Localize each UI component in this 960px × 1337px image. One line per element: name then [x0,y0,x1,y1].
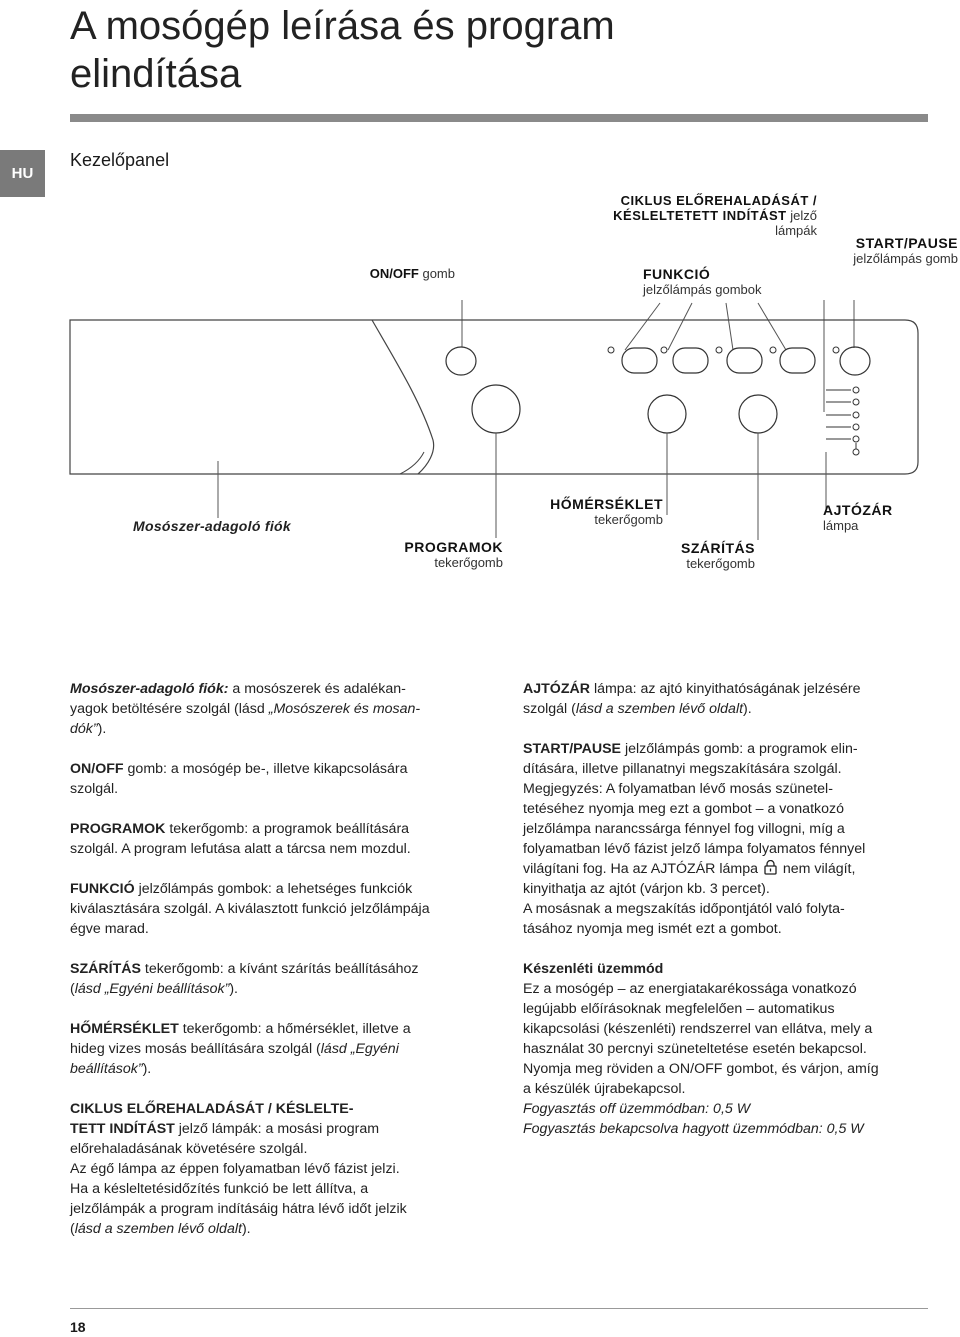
section-title: Kezelőpanel [70,150,170,170]
title-line-2: elindítása [70,52,242,96]
label-homerseklet: HŐMÉRSÉKLET tekerőgomb [550,496,663,527]
label-dispenser: Mosószer-adagoló fiók [133,518,291,534]
label-ajtozar: AJTÓZÁR lámpa [823,502,893,533]
label-onoff: ON/OFF gomb [369,266,455,281]
language-tab: HU [0,150,45,197]
para-szaritas: SZÁRÍTÁS tekerőgomb: a kívánt szárítás beállításához (lásd „Egyéni beállítások”). [70,961,419,997]
lock-icon [764,860,777,875]
para-programok: PROGRAMOK tekerőgomb: a programok beállítására szolgál. A program lefutása alatt a tárcsa nem mozdul. [70,821,411,857]
title-line-1: A mosógép leírása és program [70,4,615,48]
label-start-pause: START/PAUSE jelzőlámpás gomb [853,235,958,266]
page-title [70,2,930,98]
para-funkcio: FUNKCIÓ jelzőlámpás gombok: a lehetséges funkciók kiválasztására szolgál. A kiválasztott funkció jelzőlámpája égve marad. [70,881,430,937]
label-cycle: CIKLUS ELŐREHALADÁSÁT / KÉSLELTETETT INDÍTÁST jelző lámpák [613,193,817,238]
para-start-pause: START/PAUSE jelzőlámpás gomb: a programok elin- dítására, illetve pillanatnyi megszakítására szolgál. Megjegyzés: A folyamatban lévő mosás szünetel- tetéséhez nyomja meg ezt a gombot – a vonatkozó jelzőlámpa narancssárga fénnyel fog villogni, míg a folyamatban lévő fázist jelző lámpa folyamatos fénnyel világítani fog. Ha az AJTÓZÁR lámpa nem világít, kinyithatja az ajtót (várjon kb. 3 percet). A mosásnak a megszakítás időpontjától való folyta- tásához nyomja meg ismét ezt a gombot. [523,741,866,937]
label-szaritas: SZÁRÍTÁS tekerőgomb [681,540,755,571]
right-column [523,679,943,1139]
para-cycle: CIKLUS ELŐREHALADÁSÁT / KÉSLELTE- TETT INDÍTÁST jelző lámpák: a mosási program előrehaladásának követésére szolgál. Az égő lámpa az éppen folyamatban lévő fázist jelzi. Ha a késleltetésidőzítés funkció be lett állítva, a jelzőlámpák a program indításáig hátra lévő időt jelzik (lásd a szemben lévő oldalt). [70,1101,407,1237]
title-rule [70,114,928,122]
label-funkcio: FUNKCIÓ jelzőlámpás gombok [643,266,762,297]
page-number: 18 [70,1319,86,1335]
label-programok: PROGRAMOK tekerőgomb [404,539,503,570]
para-ajtozar: AJTÓZÁR lámpa: az ajtó kinyithatóságának jelzésére szolgál (lásd a szemben lévő oldalt). [523,681,861,717]
para-dispenser: Mosószer-adagoló fiók: a mosószerek és adalékan- yagok betöltésére szolgál (lásd „Mosószerek és mosan- dók”). [70,681,421,737]
onoff-button-shape [446,347,476,375]
footer-rule [70,1308,928,1309]
para-homerseklet: HŐMÉRSÉKLET tekerőgomb: a hőmérséklet, illetve a hideg vizes mosás beállítására szolgál (lásd „Egyéni beállítások”). [70,1021,411,1077]
para-onoff: ON/OFF gomb: a mosógép be-, illetve kikapcsolására szolgál. [70,761,408,797]
left-column [70,679,490,1239]
para-standby: Készenléti üzemmód Ez a mosógép – az energiatakarékossága vonatkozó legújabb előírásoknak megfelelően – automatikus kikapcsolási (készenléti) rendszerrel van ellátva, mely a használat 30 percnyi szüneteltetése esetén bekapcsol. Nyomja meg röviden a ON/OFF gombot, és várjon, amíg a készülék újrabekapcsol. Fogyasztás off üzemmódban: 0,5 W Fogyasztás bekapcsolva hagyott üzemmódban: 0,5 W [523,961,879,1137]
